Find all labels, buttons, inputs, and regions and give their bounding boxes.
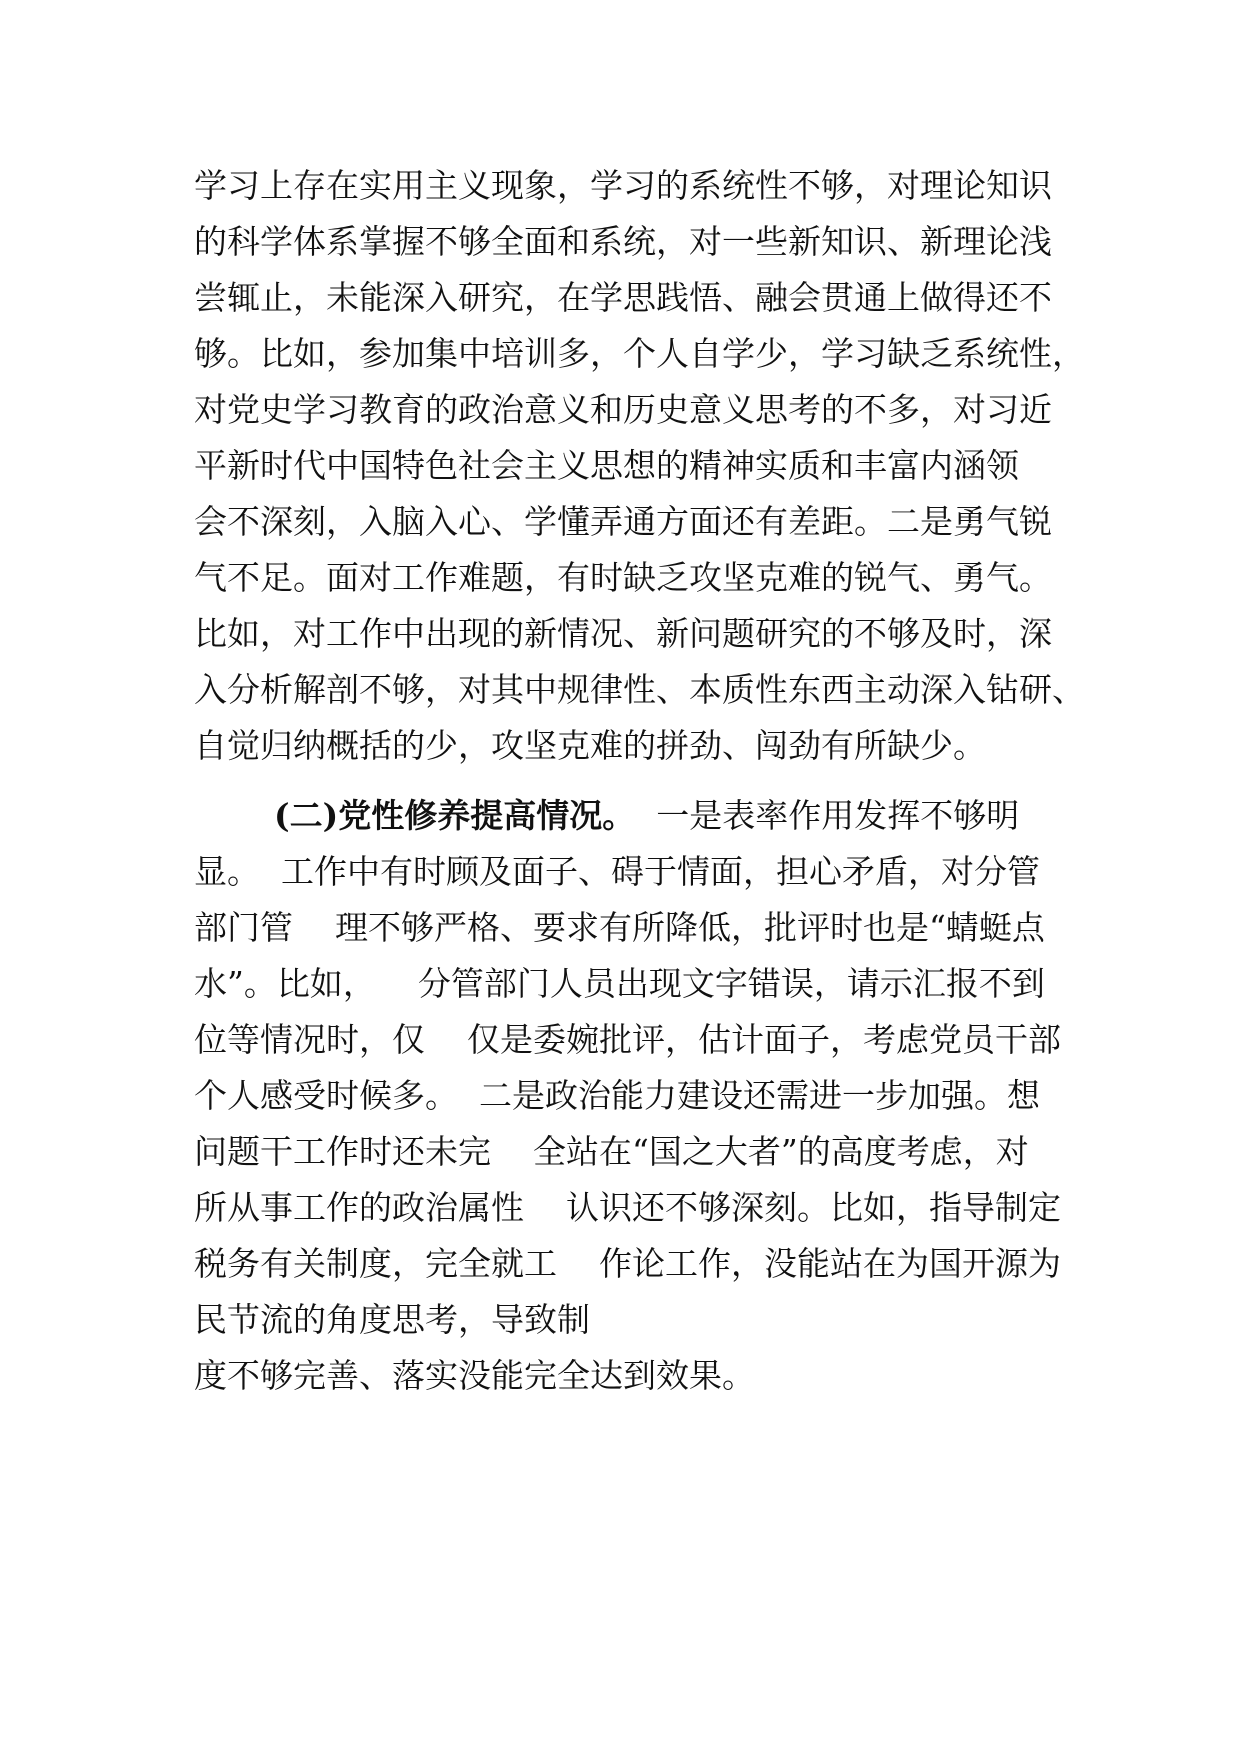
paragraph-line: 位等情况时，仅 仅是委婉批评，估计面子，考虑党员干部 — [194, 1020, 1061, 1059]
body-paragraph-1 — [194, 158, 1085, 774]
paragraph-line: 的科学体系掌握不够全面和系统，对一些新知识、新理论浅 — [194, 222, 1052, 261]
paragraph-line: 部门管 理不够严格、要求有所降低，批评时也是“蜻蜓点 — [194, 908, 1045, 947]
paragraph-line: 对党史学习教育的政治意义和历史意义思考的不多，对习近 — [194, 390, 1052, 429]
paragraph-line: 够。比如，参加集中培训多，个人自学少，学习缺乏系统性， — [194, 334, 1085, 373]
paragraph-line: 度不够完善、落实没能完全达到效果。 — [194, 1356, 755, 1395]
paragraph-line: 气不足。面对工作难题，有时缺乏攻坚克难的锐气、勇气。 — [194, 558, 1052, 597]
body-paragraph-2 — [194, 788, 1074, 1404]
paragraph-line: 比如，对工作中出现的新情况、新问题研究的不够及时，深 — [194, 614, 1052, 653]
paragraph-line: 尝辄止，未能深入研究，在学思践悟、融会贯通上做得还不 — [194, 278, 1052, 317]
section-heading: (二)党性修养提高情况。 — [274, 796, 636, 835]
paragraph-line: 个人感受时候多。 二是政治能力建设还需进一步加强。想 — [194, 1076, 1040, 1115]
heading-continuation: 一是表率作用发挥不够明 — [635, 796, 1020, 835]
paragraph-line: 入分析解剖不够，对其中规律性、本质性东西主动深入钻研、 — [194, 670, 1085, 709]
paragraph-line: 所从事工作的政治属性 认识还不够深刻。比如，指导制定 — [194, 1188, 1061, 1227]
paragraph-line: 显。 工作中有时顾及面子、碍于情面，担心矛盾，对分管 — [194, 852, 1040, 891]
paragraph-line: 会不深刻，入脑入心、学懂弄通方面还有差距。二是勇气锐 — [194, 502, 1052, 541]
paragraph-line: 水”。比如， 分管部门人员出现文字错误，请示汇报不到 — [194, 964, 1045, 1003]
paragraph-line: 问题干工作时还未完 全站在“国之大者”的高度考虑，对 — [194, 1132, 1029, 1171]
paragraph-line: 平新时代中国特色社会主义思想的精神实质和丰富内涵领 — [194, 446, 1019, 485]
paragraph-line: 自觉归纳概括的少，攻坚克难的拼劲、闯劲有所缺少。 — [194, 726, 986, 765]
paragraph-line: 民节流的角度思考，导致制 — [194, 1300, 590, 1339]
paragraph-line: 税务有关制度，完全就工 作论工作，没能站在为国开源为 — [194, 1244, 1061, 1283]
paragraph-first-line — [194, 788, 1074, 844]
paragraph-line: 学习上存在实用主义现象，学习的系统性不够，对理论知识 — [194, 166, 1052, 205]
